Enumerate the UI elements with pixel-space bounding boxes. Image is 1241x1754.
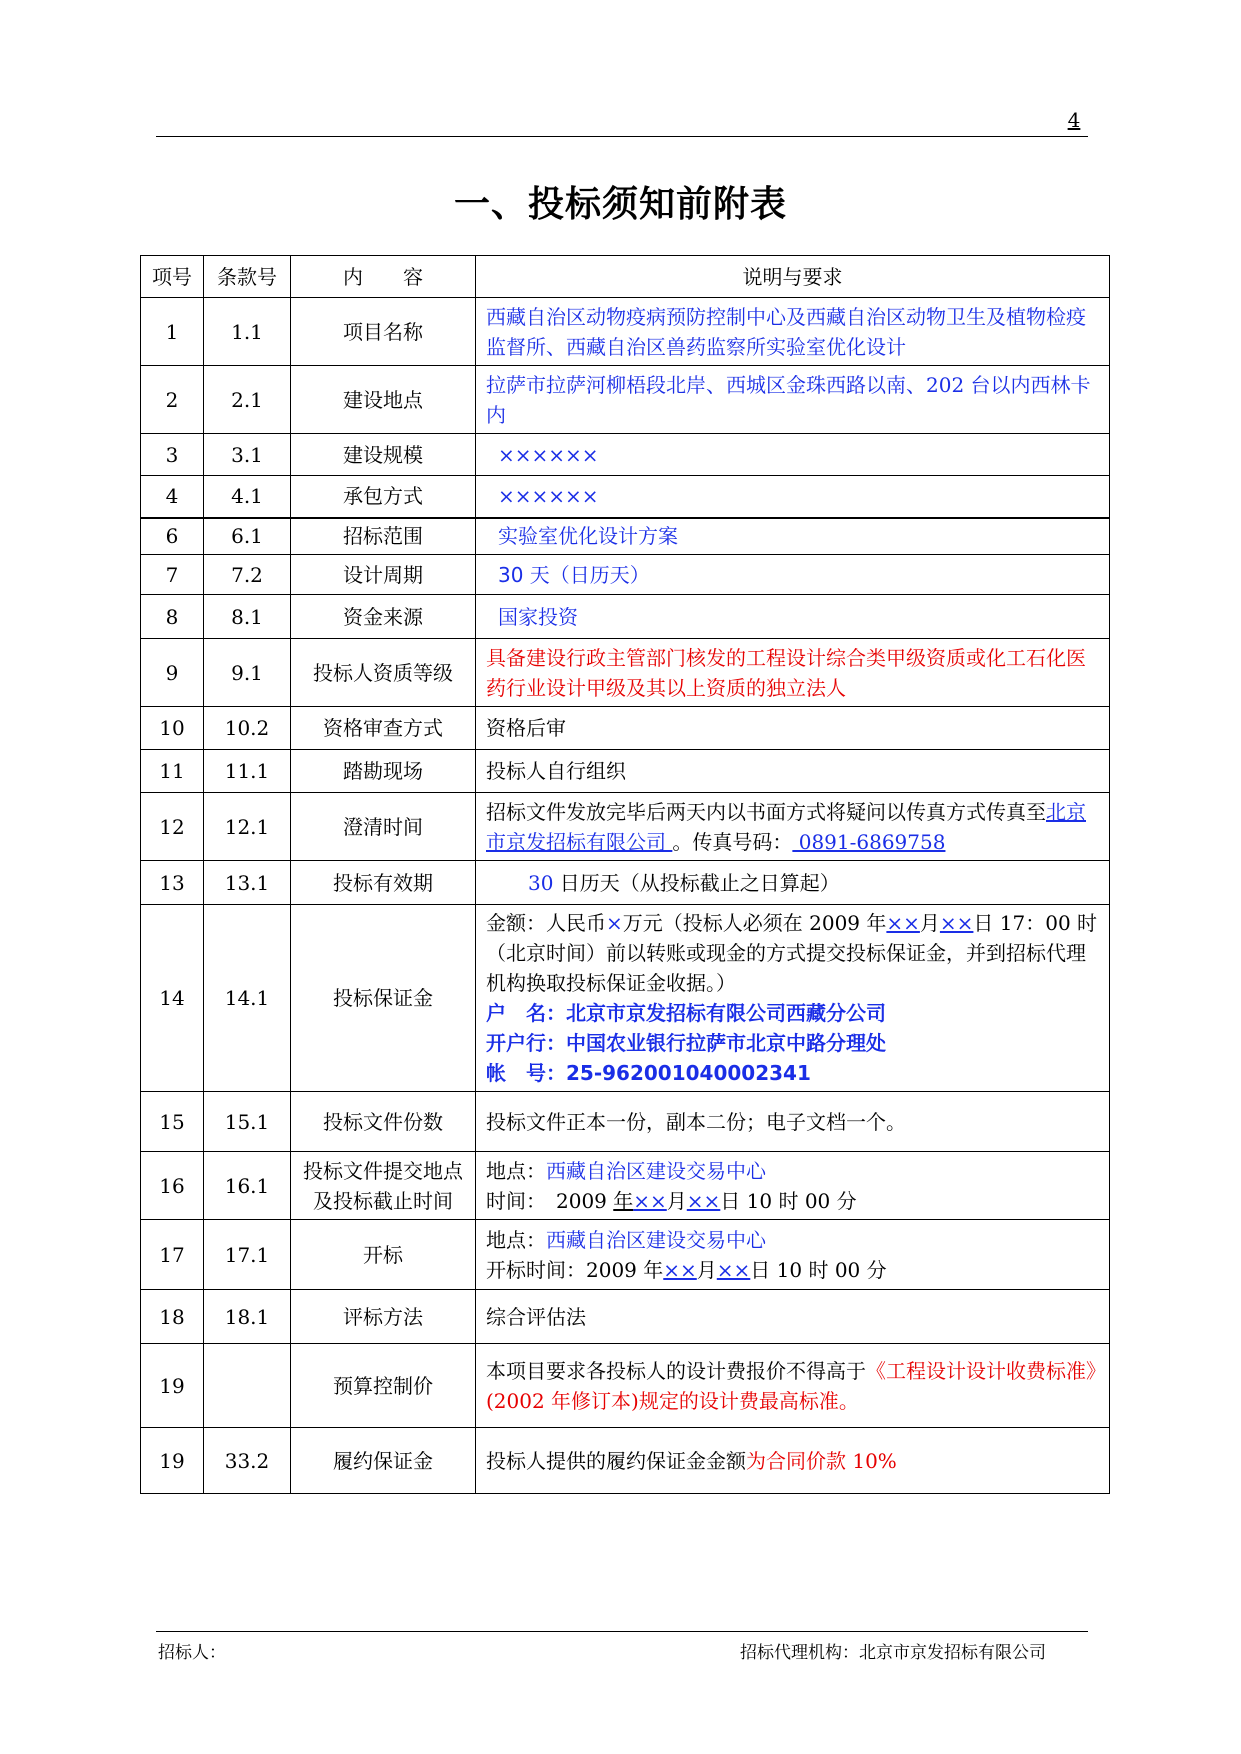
- row-clause: 12.1: [204, 793, 291, 861]
- time-label: 时间： 2009: [486, 1188, 614, 1213]
- row-clause: 14.1: [204, 905, 291, 1092]
- row-desc: [476, 1220, 1110, 1290]
- row-clause: 9.1: [204, 639, 291, 707]
- row-clause: 8.1: [204, 595, 291, 639]
- table-row: [141, 595, 1110, 639]
- row-no: 4: [141, 476, 204, 518]
- row-content: 项目名称: [291, 298, 476, 366]
- fax-label: 。传真号码：: [672, 829, 793, 854]
- row-content: 投标文件份数: [291, 1092, 476, 1152]
- row-clause: 3.1: [204, 434, 291, 476]
- deadline-month: ××: [886, 911, 920, 935]
- table-row: [141, 750, 1110, 793]
- footer-agency: 招标代理机构：北京市京发招标有限公司: [740, 1643, 1046, 1663]
- row-clause: 2.1: [204, 366, 291, 434]
- row-no: 14: [141, 905, 204, 1092]
- row-desc: [476, 555, 1110, 595]
- row-no: 6: [141, 518, 204, 555]
- time-label: 开标时间：2009 年: [486, 1257, 664, 1282]
- table-row: [141, 1092, 1110, 1152]
- row-no: 11: [141, 750, 204, 793]
- row-desc: 综合评估法: [476, 1290, 1110, 1344]
- row-content: 建设地点: [291, 366, 476, 434]
- row-content: 评标方法: [291, 1290, 476, 1344]
- table-row: [141, 639, 1110, 707]
- table-row: [141, 518, 1110, 555]
- place-value: 西藏自治区建设交易中心: [546, 1158, 766, 1183]
- bank-name: 开户行：中国农业银行拉萨市北京中路分理处: [486, 1031, 886, 1055]
- row-content: 建设规模: [291, 434, 476, 476]
- footer-tenderer: 招标人：: [158, 1643, 226, 1663]
- place-label: 地点：: [486, 1158, 546, 1183]
- row-no: 17: [141, 1220, 204, 1290]
- row-no: 10: [141, 707, 204, 750]
- row-no: 16: [141, 1152, 204, 1220]
- time-text: 日 10 时 00 分: [750, 1257, 887, 1282]
- row-clause: 1.1: [204, 298, 291, 366]
- month-label: 月: [666, 1188, 687, 1213]
- table-header-row: [141, 256, 1110, 298]
- day-value: ××: [686, 1188, 721, 1213]
- tender-notice-table: [140, 255, 1110, 1494]
- agency-name: 北京市京发招标有限公司: [486, 799, 1086, 854]
- row-no: 15: [141, 1092, 204, 1152]
- row-desc: 具备建设行政主管部门核发的工程设计综合类甲级资质或化工石化医药行业设计甲级及其以上资质的独立法人: [476, 639, 1110, 707]
- year-label: 年: [613, 1188, 634, 1213]
- row-clause: 4.1: [204, 476, 291, 518]
- row-desc: 投标人自行组织: [476, 750, 1110, 793]
- amount-text: 万元（投标人必须在 2009 年: [622, 911, 887, 935]
- table-row: [141, 1428, 1110, 1494]
- row-clause: [204, 1344, 291, 1428]
- bid-bond-amount: [486, 908, 1099, 998]
- table-row: [141, 555, 1110, 595]
- row-desc: [476, 595, 1110, 639]
- table-row: [141, 707, 1110, 750]
- table-row: [141, 1344, 1110, 1428]
- validity-days: 30: [528, 870, 554, 895]
- row-no: 19: [141, 1428, 204, 1494]
- row-content: 资格审查方式: [291, 707, 476, 750]
- month-label: 月: [696, 1257, 717, 1282]
- row-desc: 拉萨市拉萨河柳梧段北岸、西城区金珠西路以南、202 台以内西林卡内: [476, 366, 1110, 434]
- clarification-text: 招标文件发放完毕后两天内以书面方式将疑问以传真方式传真至: [486, 799, 1046, 824]
- opening-place: [486, 1225, 1099, 1255]
- row-no: 13: [141, 861, 204, 905]
- row-desc-text: ××××××: [498, 484, 599, 509]
- row-desc-text: ××××××: [498, 442, 599, 467]
- row-content: 承包方式: [291, 476, 476, 518]
- row-content: 投标人资质等级: [291, 639, 476, 707]
- row-content: 投标保证金: [291, 905, 476, 1092]
- amount-label: 金额：人民币: [486, 911, 606, 935]
- table-row: [141, 298, 1110, 366]
- row-desc: [476, 905, 1110, 1092]
- row-clause: 18.1: [204, 1290, 291, 1344]
- row-content: 澄清时间: [291, 793, 476, 861]
- row-desc: [476, 793, 1110, 861]
- performance-rate: 为合同价款 10%: [746, 1448, 897, 1473]
- table-row: [141, 366, 1110, 434]
- row-desc: [476, 1152, 1110, 1220]
- month-value: ××: [663, 1257, 697, 1282]
- month-value: ××: [633, 1188, 667, 1213]
- header-no: 项号: [141, 256, 204, 298]
- opening-time: [486, 1255, 1099, 1285]
- row-content: 投标文件提交地点及投标截止时间: [291, 1152, 476, 1220]
- budget-standard: 《工程设计设计收费标准》(2002 年修订本)规定的设计费最高标准。: [486, 1358, 1096, 1413]
- header-clause: 条款号: [204, 256, 291, 298]
- row-clause: 6.1: [204, 518, 291, 555]
- table-row: [141, 434, 1110, 476]
- account-number: 帐 号：25-962001040002341: [486, 1061, 811, 1085]
- row-content: 踏勘现场: [291, 750, 476, 793]
- place-value: 西藏自治区建设交易中心: [546, 1227, 766, 1252]
- row-content: 设计周期: [291, 555, 476, 595]
- row-content: 招标范围: [291, 518, 476, 555]
- row-no: 9: [141, 639, 204, 707]
- row-desc-text: 国家投资: [498, 604, 578, 629]
- row-desc: [476, 476, 1110, 518]
- row-clause: 16.1: [204, 1152, 291, 1220]
- page-number: 4: [1067, 108, 1081, 132]
- row-no: 7: [141, 555, 204, 595]
- fax-number: 0891-6869758: [792, 829, 946, 854]
- day-value: ××: [716, 1257, 751, 1282]
- row-clause: 11.1: [204, 750, 291, 793]
- header-desc: 说明与要求: [476, 256, 1110, 298]
- table-row: [141, 1290, 1110, 1344]
- row-no: 2: [141, 366, 204, 434]
- table-row: [141, 861, 1110, 905]
- row-desc-text: 实验室优化设计方案: [498, 524, 678, 549]
- header-content: 内 容: [291, 256, 476, 298]
- row-clause: 13.1: [204, 861, 291, 905]
- account-name: 户 名：北京市京发招标有限公司西藏分公司: [486, 1001, 886, 1025]
- row-no: 19: [141, 1344, 204, 1428]
- row-clause: 7.2: [204, 555, 291, 595]
- amount-value: ×: [606, 911, 623, 935]
- row-clause: 10.2: [204, 707, 291, 750]
- row-content: 预算控制价: [291, 1344, 476, 1428]
- row-desc: [476, 518, 1110, 555]
- row-desc: [476, 1428, 1110, 1494]
- row-content: 资金来源: [291, 595, 476, 639]
- document-title: 一、投标须知前附表: [453, 184, 787, 225]
- row-desc: [476, 434, 1110, 476]
- deadline-day: ××: [939, 911, 974, 935]
- time-text: 日 10 时 00 分: [720, 1188, 857, 1213]
- table-row: [141, 476, 1110, 518]
- submission-place: [486, 1156, 1099, 1186]
- row-content: 投标有效期: [291, 861, 476, 905]
- row-desc: 投标文件正本一份，副本二份；电子文档一个。: [476, 1092, 1110, 1152]
- row-content: 履约保证金: [291, 1428, 476, 1494]
- header-rule: [156, 136, 1088, 137]
- row-no: 1: [141, 298, 204, 366]
- row-desc-text: 30 天（日历天）: [498, 562, 650, 587]
- table-row: [141, 793, 1110, 861]
- row-clause: 15.1: [204, 1092, 291, 1152]
- row-clause: 33.2: [204, 1428, 291, 1494]
- row-no: 3: [141, 434, 204, 476]
- deadline-text: 日 17：00 时（北京时间）前以转账或现金的方式提交投标保证金，并到招标代理机构换取投标保证金收据。）: [486, 911, 1098, 995]
- table-row: [141, 1152, 1110, 1220]
- place-label: 地点：: [486, 1227, 546, 1252]
- row-no: 8: [141, 595, 204, 639]
- performance-text: 投标人提供的履约保证金金额: [486, 1448, 746, 1473]
- budget-text: 本项目要求各投标人的设计费报价不得高于: [486, 1358, 866, 1383]
- table-row: [141, 1220, 1110, 1290]
- row-desc: 资格后审: [476, 707, 1110, 750]
- row-desc: [476, 1344, 1110, 1428]
- row-desc: [476, 861, 1110, 905]
- row-clause: 17.1: [204, 1220, 291, 1290]
- month-label: 月: [919, 911, 940, 935]
- row-no: 18: [141, 1290, 204, 1344]
- submission-time: [486, 1186, 1099, 1216]
- table-row: [141, 905, 1110, 1092]
- row-no: 12: [141, 793, 204, 861]
- footer-rule: [156, 1631, 1088, 1632]
- validity-text: 日历天（从投标截止之日算起）: [553, 870, 840, 895]
- row-content: 开标: [291, 1220, 476, 1290]
- row-desc: 西藏自治区动物疫病预防控制中心及西藏自治区动物卫生及植物检疫监督所、西藏自治区兽药监察所实验室优化设计: [476, 298, 1110, 366]
